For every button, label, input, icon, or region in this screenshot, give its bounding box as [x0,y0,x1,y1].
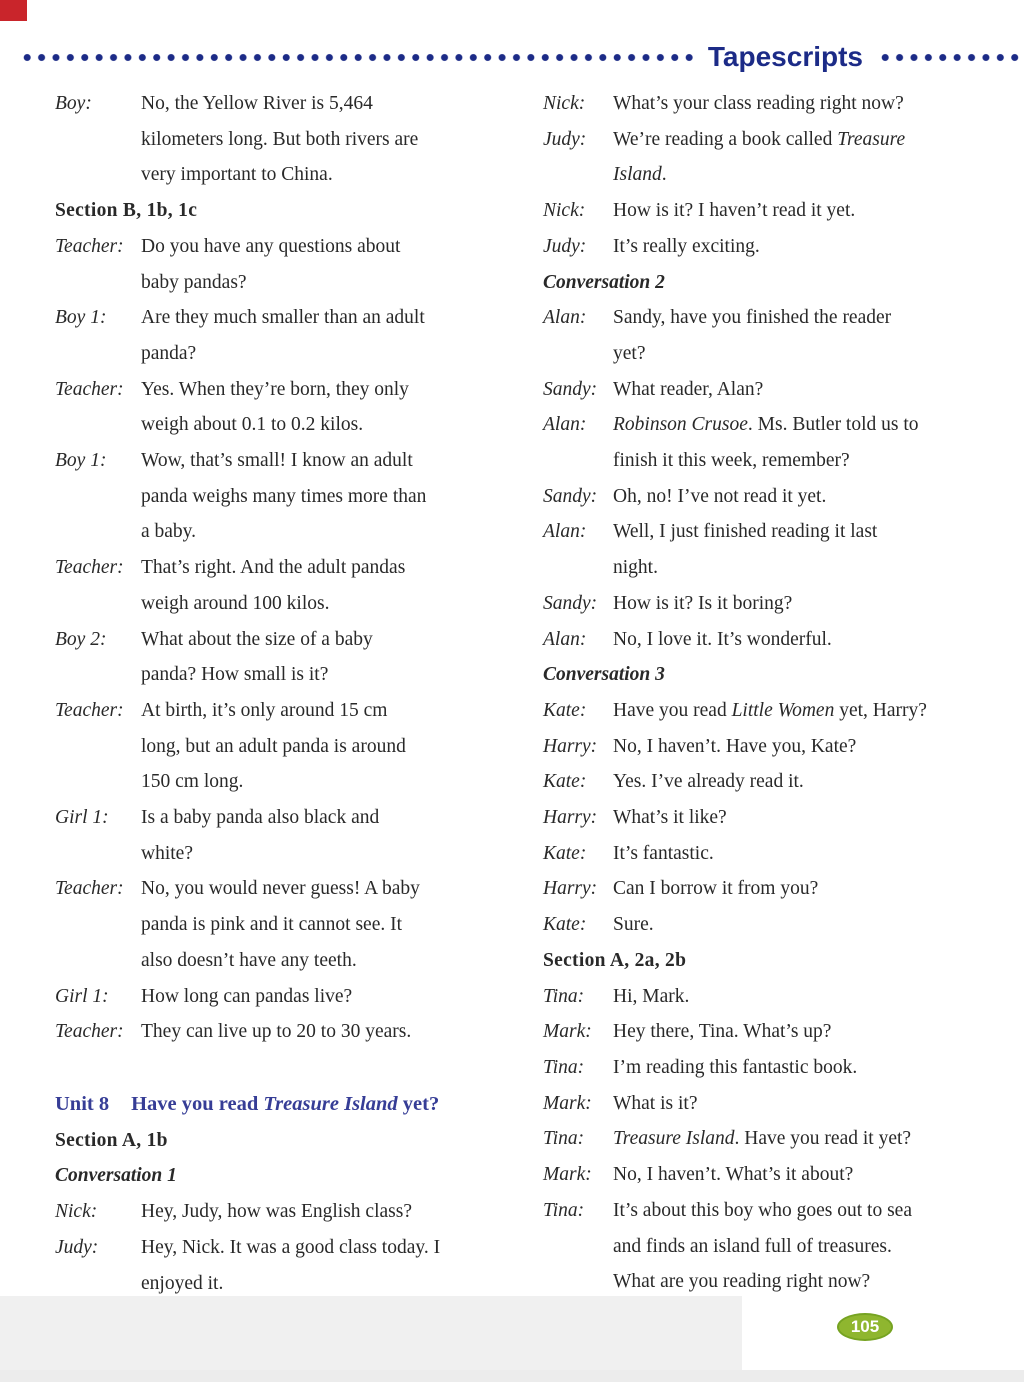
section-heading: Section A, 2a, 2b [543,949,687,971]
dialogue-line: How long can pandas live? [141,985,353,1007]
dialogue-row [55,622,507,693]
speaker-label: Teacher: [55,878,124,900]
dialogue-row [543,693,989,729]
page-number-badge [837,1313,893,1341]
dialogue-line: What reader, Alan? [613,378,764,400]
dialogue-row [543,764,989,800]
dialogue-line: It’s about this boy who goes out to sea [613,1199,912,1221]
dialogue-text [141,372,409,443]
dialogue-text [613,586,792,622]
speaker-label: Tina: [543,1056,585,1078]
corner-red-mark [0,0,27,21]
speaker-label: Nick: [543,200,586,222]
dialogue-line: and finds an island full of treasures. [613,1235,892,1257]
dialogue-line: finish it this week, remember? [613,450,850,472]
dialogue-text [141,1014,411,1050]
dialogue-line: Hey, Judy, how was English class? [141,1201,412,1223]
dialogue-line: It’s fantastic. [613,842,714,864]
dialogue-row [543,514,989,585]
dialogue-text [141,693,406,800]
dialogue-row [55,550,507,621]
speaker-label: Girl 1: [55,807,109,829]
dialogue-text [613,622,832,658]
dialogue-line: Oh, no! I’ve not read it yet. [613,485,827,507]
dialogue-row [55,86,507,193]
speaker-label: Boy 2: [55,628,107,650]
conversation-heading: Conversation 3 [543,664,665,686]
dialogue-line: Hey, Nick. It was a good class today. I [141,1236,441,1258]
dialogue-row [543,86,989,122]
dialogue-text [613,907,654,943]
conversation-heading: Conversation 1 [55,1165,177,1187]
dialogue-text [141,800,379,871]
dialogue-line: very important to China. [141,164,333,186]
dialogue-line: baby pandas? [141,271,247,293]
dialogue-row [543,1157,989,1193]
dialogue-text [613,1157,853,1193]
dialogue-line: also doesn’t have any teeth. [141,949,357,971]
dialogue-row [55,693,507,800]
dialogue-row [543,1193,989,1300]
dialogue-line: panda is pink and it cannot see. It [141,914,403,936]
dialogue-line: weigh about 0.1 to 0.2 kilos. [141,414,364,436]
dialogue-line: Well, I just finished reading it last [613,521,878,543]
tapescript-columns [55,86,989,1301]
speaker-label: Harry: [543,807,598,829]
dialogue-line: white? [141,842,193,864]
dialogue-row [543,1086,989,1122]
speaker-label: Tina: [543,985,585,1007]
dialogue-text [613,479,826,515]
dialogue-line: kilometers long. But both rivers are [141,128,419,150]
unit-heading [55,1087,507,1123]
speaker-label: Teacher: [55,378,124,400]
dialogue-text [613,122,905,193]
dialogue-line: Can I borrow it from you? [613,878,819,900]
dialogue-line: yet? [613,342,646,364]
dialogue-line: Treasure Island. Have you read it yet? [613,1128,912,1150]
speaker-label: Teacher: [55,699,124,721]
dialogue-text [613,836,714,872]
dialogue-row [543,193,989,229]
dialogue-text [613,729,856,765]
dialogue-line: No, I haven’t. Have you, Kate? [613,735,857,757]
speaker-label: Tina: [543,1199,585,1221]
dialogue-text [613,372,763,408]
speaker-label: Kate: [543,842,587,864]
dialogue-line: That’s right. And the adult pandas [141,557,406,579]
dialogue-line: Hi, Mark. [613,985,690,1007]
dialogue-line: Wow, that’s small! I know an adult [141,450,413,472]
dialogue-line: Sure. [613,914,654,936]
dialogue-line: How is it? Is it boring? [613,592,793,614]
dialogue-text [613,764,804,800]
conversation-heading: Conversation 2 [543,271,665,293]
dialogue-line: No, I love it. It’s wonderful. [613,628,832,650]
dialogue-text [141,443,426,550]
dialogue-line: What’s it like? [613,807,727,829]
dialogue-text [141,622,373,693]
dialogue-row [55,229,507,300]
dialogue-text [613,407,919,478]
speaker-label: Boy 1: [55,450,107,472]
dialogue-line: What are you reading right now? [613,1271,871,1293]
dialogue-line: Hey there, Tina. What’s up? [613,1021,832,1043]
dialogue-row [543,229,989,265]
dialogue-row [55,1194,507,1230]
speaker-label: Sandy: [543,485,598,507]
dialogue-text [613,1121,911,1157]
page-title: Tapescripts [707,41,863,72]
dialogue-text [613,1050,857,1086]
dialogue-row [543,871,989,907]
dialogue-line: Sandy, have you finished the reader [613,307,892,329]
speaker-label: Tina: [543,1128,585,1150]
speaker-label: Judy: [55,1236,99,1258]
dialogue-line: Yes. I’ve already read it. [613,771,804,793]
speaker-label: Kate: [543,699,587,721]
dialogue-row [543,622,989,658]
dialogue-text [613,300,891,371]
dialogue-text [613,693,927,729]
dialogue-line: At birth, it’s only around 15 cm [141,699,388,721]
dialogue-row [55,1230,507,1301]
right-column [543,86,989,1301]
speaker-label: Teacher: [55,557,124,579]
speaker-label: Nick: [543,93,586,114]
speaker-label: Mark: [543,1164,592,1186]
dialogue-row [543,300,989,371]
dialogue-row [55,300,507,371]
dialogue-line: Island. [613,164,667,186]
dialogue-text [141,86,418,193]
dialogue-text [141,871,420,978]
dialogue-row [543,407,989,478]
dialogue-text [613,229,760,265]
dialogue-row [543,372,989,408]
dialogue-line: No, I haven’t. What’s it about? [613,1164,854,1186]
page-number: 105 [850,1317,880,1336]
speaker-label: Alan: [543,628,587,650]
dialogue-text [613,86,904,122]
dialogue-row [543,907,989,943]
dialogue-row [543,800,989,836]
dialogue-row [543,479,989,515]
dialogue-row [55,871,507,978]
dialogue-line: Yes. When they’re born, they only [141,378,409,400]
dialogue-line: Do you have any questions about [141,235,401,257]
dialogue-text [613,1193,912,1300]
dialogue-text [141,1230,440,1301]
speaker-label: Nick: [55,1201,98,1223]
dialogue-line: No, the Yellow River is 5,464 [141,93,373,114]
dialogue-text [141,300,425,371]
speaker-label: Harry: [543,878,598,900]
dialogue-row [543,836,989,872]
speaker-label: Teacher: [55,1021,124,1043]
dialogue-row [543,1121,989,1157]
dialogue-text [613,800,727,836]
dialogue-row [543,1014,989,1050]
dialogue-line: They can live up to 20 to 30 years. [141,1021,412,1043]
speaker-label: Alan: [543,521,587,543]
dialogue-text [613,1014,831,1050]
dialogue-line: I’m reading this fantastic book. [613,1056,858,1078]
scan-shade-strip [0,1370,1024,1382]
dialogue-row [55,372,507,443]
speaker-label: Sandy: [543,378,598,400]
dialogue-line: What is it? [613,1092,698,1114]
dotted-rule-right [878,53,1024,62]
speaker-label: Judy: [543,128,587,150]
dialogue-line: panda? How small is it? [141,664,329,686]
dialogue-text [141,229,400,300]
speaker-label: Kate: [543,771,587,793]
left-column [55,86,507,1301]
dialogue-row [55,443,507,550]
section-heading: Section B, 1b, 1c [55,200,198,222]
dialogue-line: What about the size of a baby [141,628,373,650]
dialogue-line: We’re reading a book called Treasure [613,128,906,150]
dialogue-text [613,193,855,229]
dialogue-row [543,586,989,622]
dialogue-line: 150 cm long. [141,771,244,793]
speaker-label: Girl 1: [55,985,109,1007]
unit-number: Unit 8 [55,1092,110,1115]
dialogue-line: It’s really exciting. [613,235,760,257]
dialogue-text [613,871,818,907]
dialogue-line: panda? [141,342,197,364]
dialogue-line: night. [613,557,658,579]
dialogue-line: Robinson Crusoe. Ms. Butler told us to [613,414,919,436]
dialogue-line: a baby. [141,521,197,543]
speaker-label: Alan: [543,414,587,436]
dialogue-row [543,122,989,193]
unit-title: Have you read Treasure Island yet? [131,1092,440,1115]
speaker-label: Alan: [543,307,587,329]
speaker-label: Harry: [543,735,598,757]
speaker-label: Mark: [543,1092,592,1114]
dialogue-text [141,1194,412,1230]
dialogue-text [141,979,352,1015]
dialogue-line: panda weighs many times more than [141,485,427,507]
dialogue-line: No, you would never guess! A baby [141,878,420,900]
dialogue-text [613,1086,697,1122]
dialogue-row [55,1014,507,1050]
dialogue-line: What’s your class reading right now? [613,93,904,114]
speaker-label: Mark: [543,1021,592,1043]
dialogue-text [613,979,689,1015]
speaker-label: Boy 1: [55,307,107,329]
dialogue-row [55,979,507,1015]
dialogue-line: enjoyed it. [141,1272,224,1294]
speaker-label: Sandy: [543,592,598,614]
section-heading: Section A, 1b [55,1129,168,1151]
speaker-label: Boy: [55,93,92,114]
dialogue-line: How is it? I haven’t read it yet. [613,200,856,222]
speaker-label: Teacher: [55,235,124,257]
dialogue-line: long, but an adult panda is around [141,735,406,757]
dialogue-line: weigh around 100 kilos. [141,592,330,614]
dialogue-line: Have you read Little Women yet, Harry? [613,699,927,721]
dotted-rule-left [20,53,695,62]
dialogue-text [141,550,405,621]
section-gap [55,1050,507,1087]
dialogue-row [543,729,989,765]
dialogue-row [543,1050,989,1086]
dialogue-text [613,514,877,585]
speaker-label: Kate: [543,914,587,936]
dialogue-row [543,979,989,1015]
dialogue-line: Is a baby panda also black and [141,807,380,829]
dialogue-row [55,800,507,871]
page-header [0,41,1024,73]
speaker-label: Judy: [543,235,587,257]
dialogue-line: Are they much smaller than an adult [141,307,425,329]
